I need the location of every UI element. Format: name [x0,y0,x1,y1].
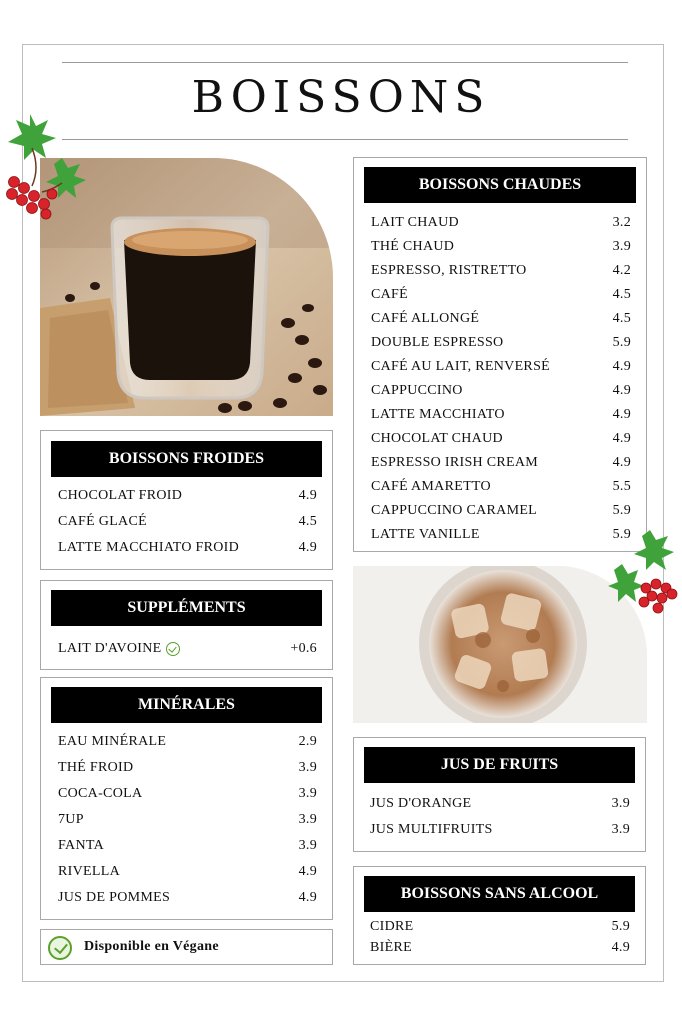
iced-coffee-photo [353,566,647,723]
menu-row: CHOCOLAT FROID 4.9 [58,488,317,503]
minerals-heading: MINÉRALES [51,687,322,723]
berry-leaf-decoration-right [606,526,682,618]
menu-row: CAFÉ 4.5 [371,287,631,302]
menu-row: CAPPUCCINO 4.9 [371,383,631,398]
hot-drinks-heading: BOISSONS CHAUDES [364,167,636,203]
menu-row: LATTE VANILLE 5.9 [371,527,631,542]
menu-row: LATTE MACCHIATO FROID 4.9 [58,540,317,555]
menu-row: CAFÉ AU LAIT, RENVERSÉ 4.9 [371,359,631,374]
menu-row: DOUBLE ESPRESSO 5.9 [371,335,631,350]
menu-row: ESPRESSO IRISH CREAM 4.9 [371,455,631,470]
title-rule-bottom [62,139,628,140]
berry-leaf-decoration-left [2,108,92,220]
menu-row: EAU MINÉRALE 2.9 [58,734,317,749]
page-title: BOISSONS [191,72,491,123]
menu-row: LATTE MACCHIATO 4.9 [371,407,631,422]
menu-row: THÉ CHAUD 3.9 [371,239,631,254]
menu-row: ESPRESSO, RISTRETTO 4.2 [371,263,631,278]
menu-row: FANTA 3.9 [58,838,317,853]
vegan-note [40,929,333,965]
menu-row: JUS DE POMMES 4.9 [58,890,317,905]
menu-row: RIVELLA 4.9 [58,864,317,879]
menu-row: LAIT CHAUD 3.2 [371,215,631,230]
juices-heading: JUS DE FRUITS [364,747,635,783]
menu-row: CAPPUCCINO CARAMEL 5.9 [371,503,631,518]
supplements-heading: SUPPLÉMENTS [51,590,322,626]
menu-row: 7UP 3.9 [58,812,317,827]
title-rule-top [62,62,628,63]
menu-row: CHOCOLAT CHAUD 4.9 [371,431,631,446]
vegan-icon [166,642,180,656]
menu-row: CAFÉ GLACÉ 4.5 [58,514,317,529]
menu-row: CAFÉ AMARETTO 5.5 [371,479,631,494]
vegan-note-text: Disponible en Végane [84,939,219,954]
menu-row: THÉ FROID 3.9 [58,760,317,775]
menu-row: JUS MULTIFRUITS 3.9 [370,822,630,837]
vegan-badge-icon [48,936,72,960]
menu-row: COCA-COLA 3.9 [58,786,317,801]
menu-row: CAFÉ ALLONGÉ 4.5 [371,311,631,326]
cold-drinks-heading: BOISSONS FROIDES [51,441,322,477]
menu-row: JUS D'ORANGE 3.9 [370,796,630,811]
menu-row: LAIT D'AVOINE +0.6 [58,641,317,656]
menu-row: CIDRE 5.9 [370,919,630,934]
non-alcoholic-heading: BOISSONS SANS ALCOOL [364,876,635,912]
menu-row: BIÈRE 4.9 [370,940,630,955]
